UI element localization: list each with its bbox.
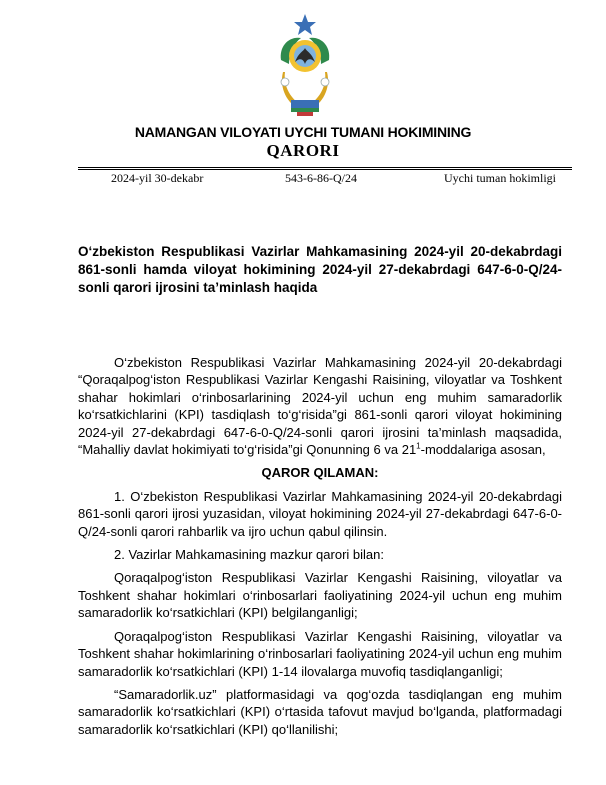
issuer: Uychi tuman hokimligi — [444, 171, 556, 185]
document-number: 543-6-86-Q/24 — [285, 171, 357, 185]
paragraph-item: Qoraqalpog‘iston Respublikasi Vazirlar Kengashi Raisining, viloyatlar va Toshkent shahar hokimlarining o‘rinbosarlari faoliyatining 2024-yil uchun eng muhim samaradorlik ko‘rsatkichlari (KPI) 1-14 ilovalarga muvofiq tasdiqlanganligi; — [78, 628, 562, 679]
decision-heading: QAROR QILAMAN: — [261, 465, 379, 481]
paragraph-item: 1. O‘zbekiston Respublikasi Vazirlar Mahkamasining 2024-yil 20-dekabrdagi 861-sonli qarori ijrosi yuzasidan, viloyat hokimining 2024-yil 27-dekabrdagi 647-6-0-Q/24-sonli qarori rahbarlik va ijro uchun qabul qilinsin. — [78, 488, 562, 539]
preamble-superscript: 1 — [416, 441, 421, 451]
document-body — [78, 354, 562, 744]
preamble — [78, 354, 562, 458]
preamble-end: -moddalariga asosan, — [420, 442, 546, 458]
organization-title: NAMANGAN VILOYATI UYCHI TUMANI HOKIMINING — [134, 124, 472, 140]
paragraph-item: 2. Vazirlar Mahkamasining mazkur qarori bilan: — [114, 547, 384, 563]
header-divider — [78, 167, 572, 168]
document-subject: O‘zbekiston Respublikasi Vazirlar Mahkamasining 2024-yil 20-dekabrdagi 861-sonli hamda viloyat hokimining 2024-yil 27-dekabrdagi 647-6-0-Q/24-sonli qarori ijrosini ta’minlash haqida — [78, 244, 562, 295]
document-date: 2024-yil 30-dekabr — [111, 171, 204, 185]
paragraph-item: Qoraqalpog‘iston Respublikasi Vazirlar Kengashi Raisining, viloyatlar va Toshkent shahar hokimlari o‘rinbosarlari faoliyatining 2024-yil uchun eng muhim samaradorlik ko‘rsatkichlari (KPI) belgilanganligi; — [78, 570, 562, 621]
paragraph-item: “Samaradorlik.uz” platformasidagi va qog‘ozda tasdiqlangan eng muhim samaradorlik ko‘rsatkichlari (KPI) o‘rtasida tafovut mavjud bo‘lganda, platformadagi samaradorlik ko‘rsatkichlari (KPI) qo‘llanilishi; — [78, 686, 562, 737]
document-type: QARORI — [266, 141, 340, 160]
header-divider-secondary — [78, 169, 572, 170]
state-emblem — [273, 12, 337, 118]
preamble-text: O‘zbekiston Respublikasi Vazirlar Mahkamasining 2024-yil 20-dekabrdagi “Qoraqalpog‘iston Respublikasi Vazirlar Kengashi Raisining, viloyatlar va Toshkent shahar hokimlari o‘rinbosarlarining 2024-yil uchun eng muhim samaradorlik ko‘rsatkichlarini (KPI) tasdiqlash to‘g‘risida”gi 861-sonli qarori viloyat hokimining 2024-yil 27-dekabrdagi 647-6-0-Q/24-sonli qarori ijrosini ta’minlash maqsadida, “Mahalliy davlat hokimiyati to‘g‘risida”gi Qonunning 6 va 21 — [78, 355, 562, 458]
